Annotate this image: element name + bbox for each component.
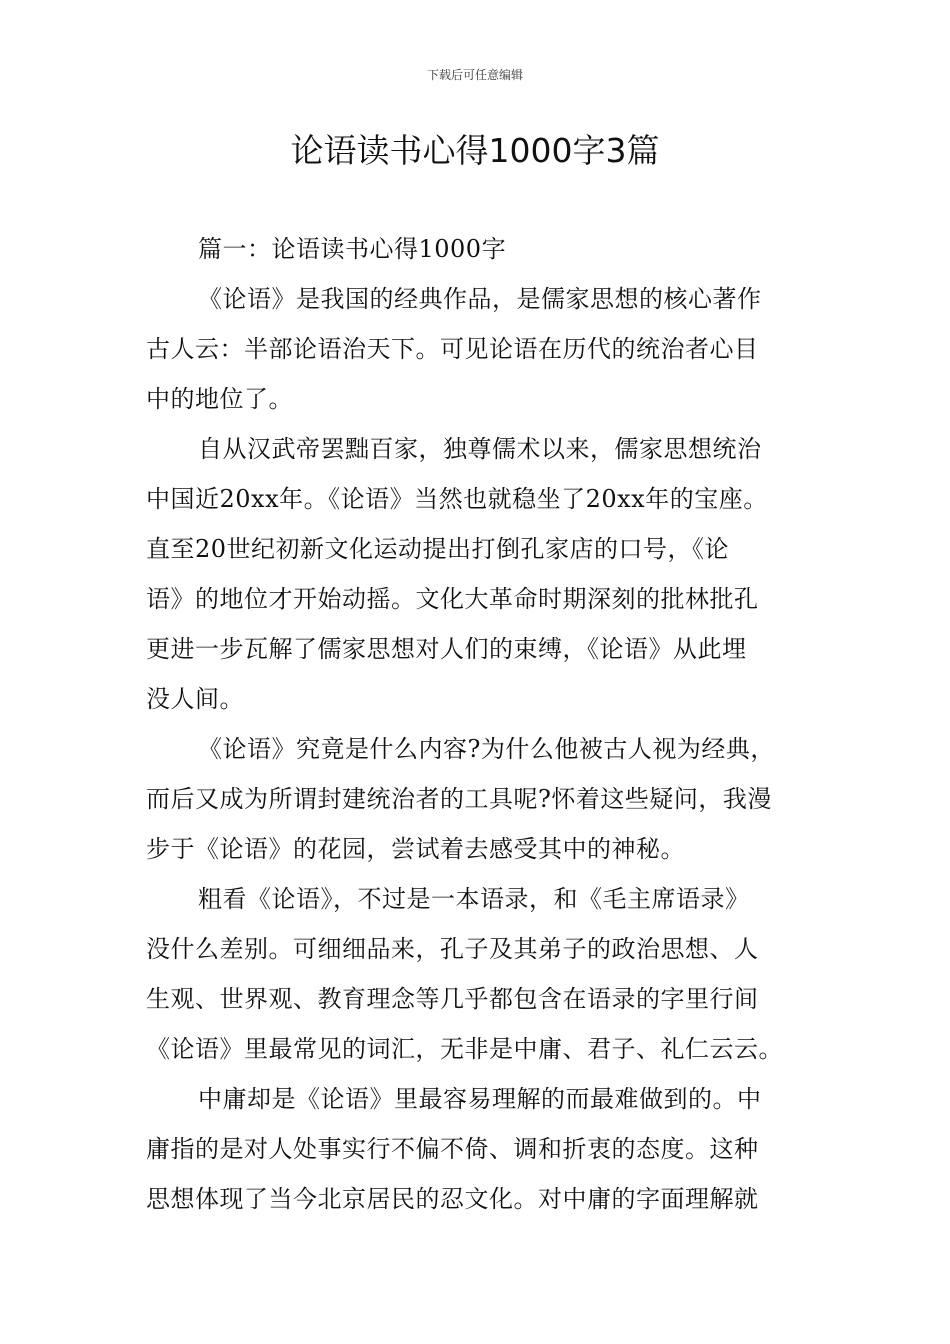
paragraph-line: 没人间。 [146,685,244,713]
paragraph-3 [146,724,808,874]
paragraph-line: 中的地位了。 [146,385,293,413]
paragraph-line: 粗看《论语》，不过是一本语录，和《毛主席语录》 [198,885,750,913]
paragraph-line: 庸指的是对人处事实行不偏不倚、调和折衷的态度。这种 [146,1135,759,1163]
paragraph-1 [146,274,808,424]
header-note: 下载后可任意编辑 [426,68,523,82]
paragraph-line: 自从汉武帝罢黜百家，独尊儒术以来，儒家思想统治 [198,435,762,463]
paragraph-line: 直至20世纪初新文化运动提出打倒孔家店的口号，《论 [146,535,730,563]
document-body [146,224,808,1224]
paragraph-line: 《论语》里最常见的词汇，无非是中庸、君子、礼仁云云。 [146,1035,783,1063]
paragraph-line: 思想体现了当今北京居民的忍文化。对中庸的字面理解就 [146,1185,759,1213]
paragraph-5 [146,1074,808,1224]
paragraph-2 [146,424,808,724]
paragraph-line: 《论语》究竟是什么内容?为什么他被古人视为经典， [198,735,775,763]
document-title: 论语读书心得1000字3篇 [290,131,660,170]
paragraph-line: 更进一步瓦解了儒家思想对人们的束缚，《论语》从此埋 [146,635,747,663]
paragraph-line: 中庸却是《论语》里最容易理解的而最难做到的。中 [198,1085,762,1113]
paragraph-line: 没什么差别。可细细品来，孔子及其弟子的政治思想、人 [146,935,759,963]
paragraph-line: 生观、世界观、教育理念等几乎都包含在语录的字里行间 [146,985,759,1013]
paragraph-line: 步于《论语》的花园，尝试着去感受其中的神秘。 [146,835,685,863]
section-heading [146,224,808,274]
paragraph-line: 语》的地位才开始动摇。文化大革命时期深刻的批林批孔 [146,585,759,613]
paragraph-line: 中国近20xx年。《论语》当然也就稳坐了20xx年的宝座。 [146,485,768,513]
section-heading-text: 篇一：论语读书心得1000字 [198,235,507,263]
paragraph-line: 《论语》是我国的经典作品，是儒家思想的核心著作 [198,285,762,313]
paragraph-line: 古人云：半部论语治天下。可见论语在历代的统治者心目 [146,335,759,363]
paragraph-line: 而后又成为所谓封建统治者的工具呢?怀着这些疑问，我漫 [146,785,772,813]
paragraph-4 [146,874,808,1074]
